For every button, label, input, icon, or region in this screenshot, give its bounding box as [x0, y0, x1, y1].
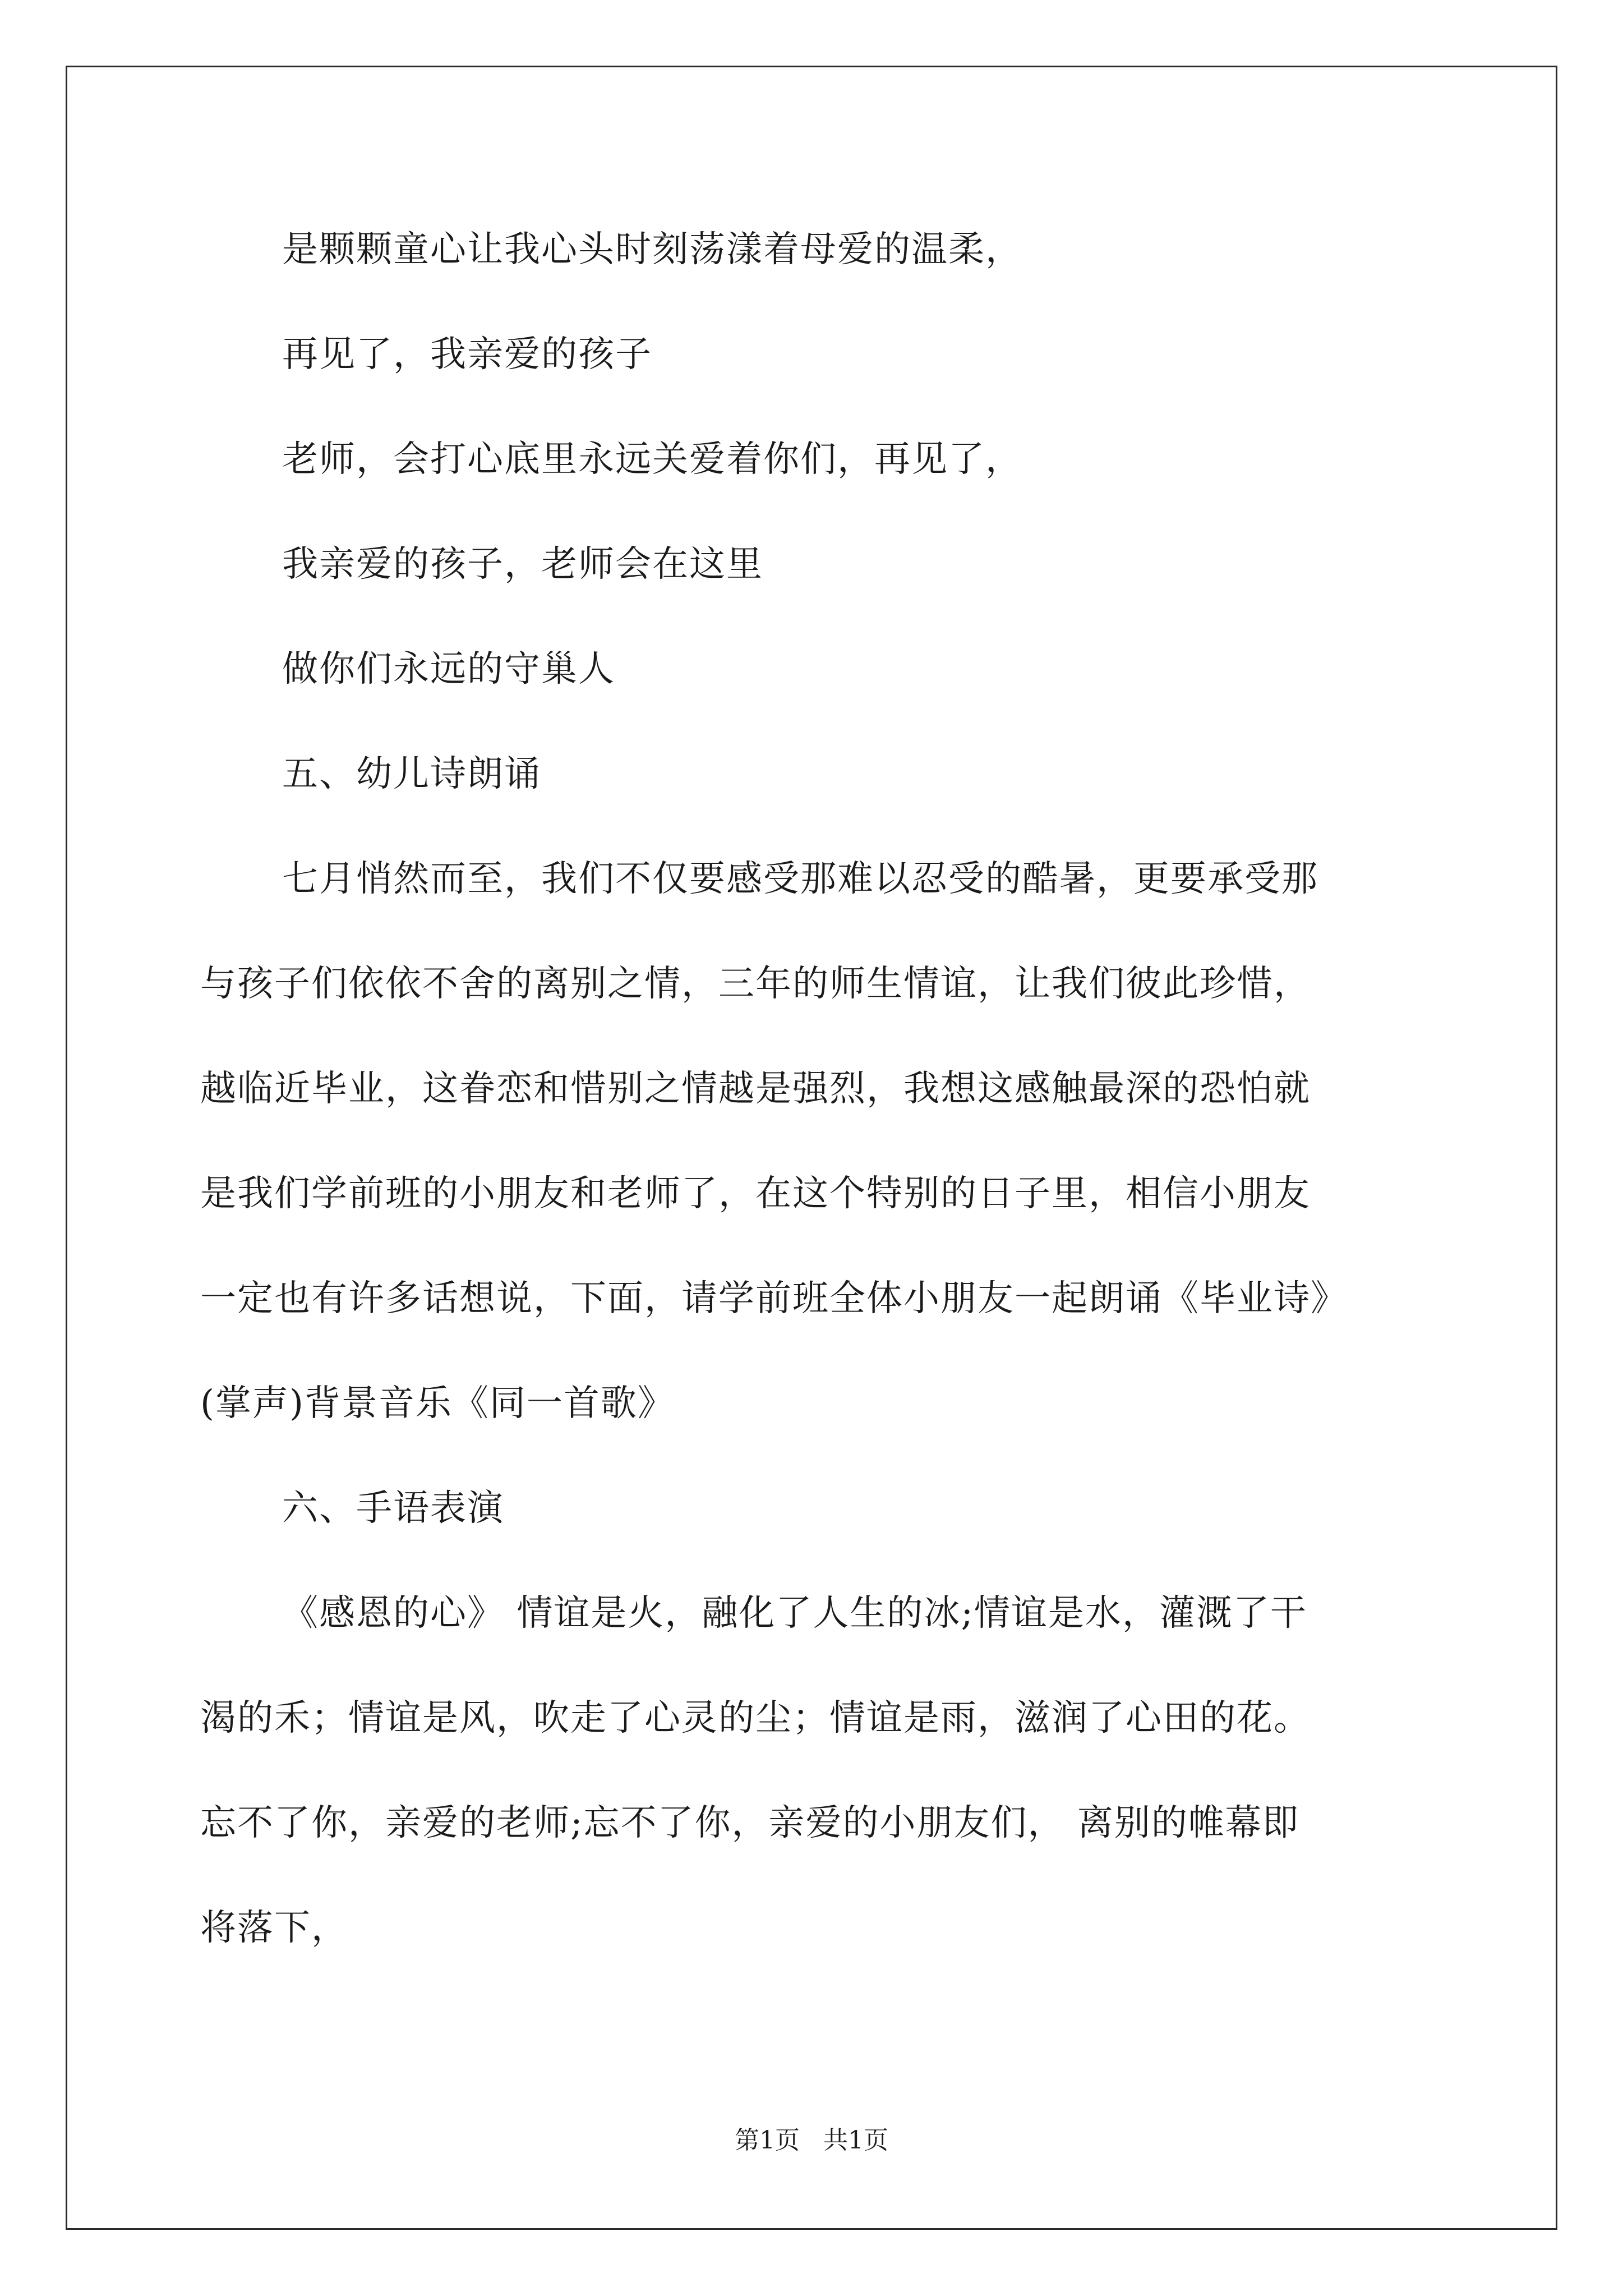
text-line-2: 再见了，我亲爱的孩子 [282, 334, 652, 375]
text-line-5: 做你们永远的守巢人 [282, 648, 615, 690]
paragraph-line-4: 是我们学前班的小朋友和老师了，在这个特别的日子里，相信小朋友 [200, 1173, 1311, 1214]
section-heading-5: 五、幼儿诗朗诵 [282, 753, 541, 795]
text-line-3: 老师，会打心底里永远关爱着你们，再见了， [282, 439, 1022, 480]
paragraph-line-5: 一定也有许多话想说，下面，请学前班全体小朋友一起朗诵《毕业诗》 [200, 1278, 1348, 1319]
paragraph-line-9: 忘不了你，亲爱的老师;忘不了你，亲爱的小朋友们， 离别的帷幕即 [200, 1802, 1299, 1844]
paragraph-line-8: 渴的禾；情谊是风，吹走了心灵的尘；情谊是雨，滋润了心田的花。 [200, 1697, 1311, 1739]
section-heading-6: 六、手语表演 [282, 1488, 504, 1529]
text-line-4: 我亲爱的孩子，老师会在这里 [282, 544, 763, 585]
paragraph-line-10: 将落下， [200, 1907, 348, 1949]
paragraph-line-7: 《感恩的心》 情谊是火，融化了人生的冰;情谊是水，灌溉了干 [282, 1593, 1307, 1634]
paragraph-line-1: 七月悄然而至，我们不仅要感受那难以忍受的酷暑，更要承受那 [282, 858, 1318, 900]
paragraph-line-3: 越临近毕业，这眷恋和惜别之情越是强烈，我想这感触最深的恐怕就 [200, 1068, 1311, 1110]
paragraph-line-2: 与孩子们依依不舍的离别之情，三年的师生情谊，让我们彼此珍惜， [200, 963, 1311, 1005]
page-number-footer: 第1页 共1页 [735, 2126, 888, 2155]
text-line-1: 是颗颗童心让我心头时刻荡漾着母爱的温柔， [282, 229, 1022, 270]
paragraph-line-6: (掌声)背景音乐《同一首歌》 [200, 1383, 675, 1424]
